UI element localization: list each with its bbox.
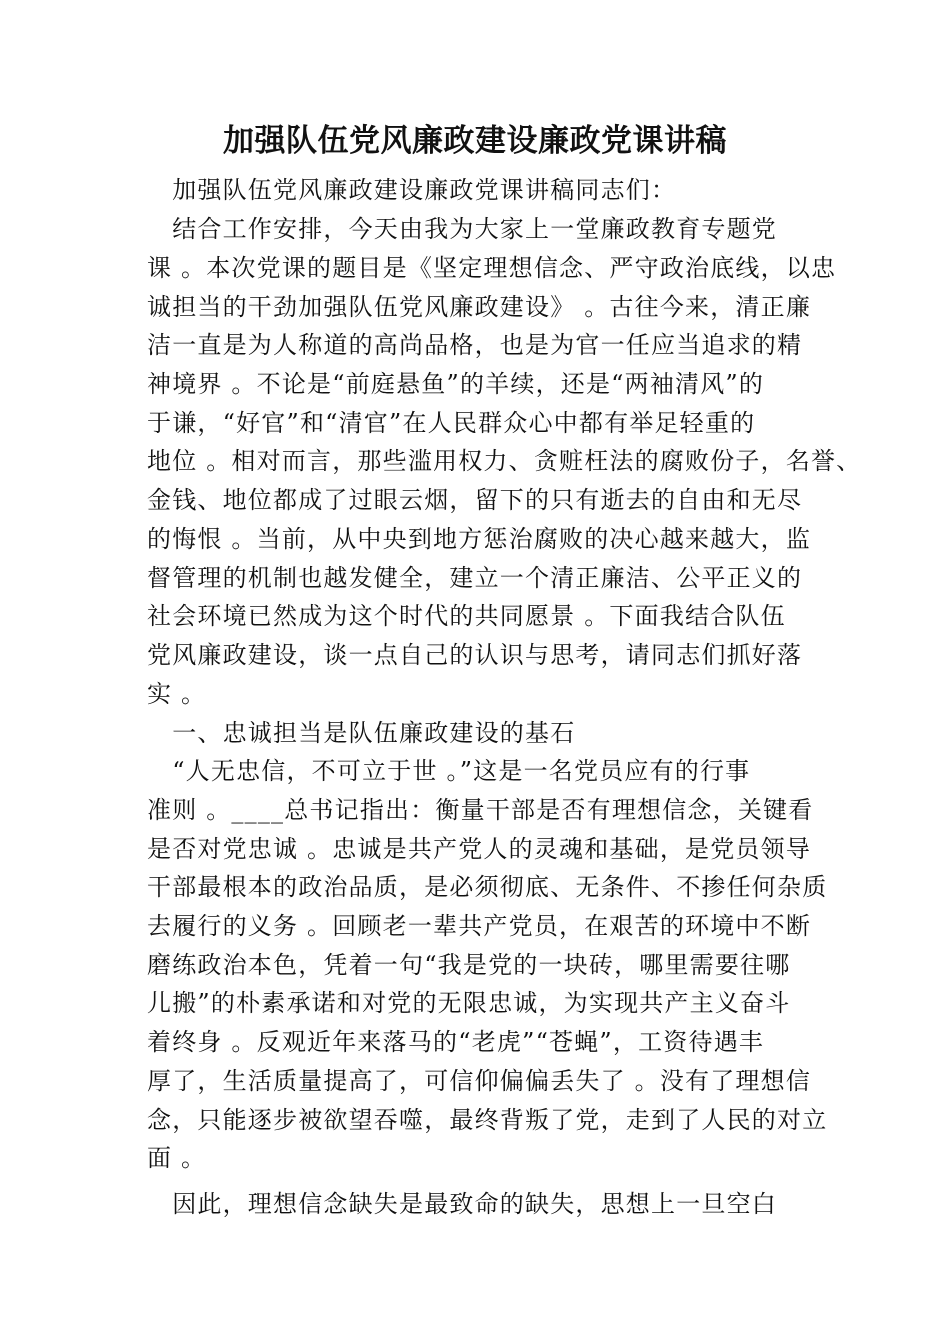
paragraph-line: 干部最根本的政治品质，是必须彻底、无条件、不掺任何杂质 [147, 873, 828, 901]
paragraph-line: 着终身 。反观近年来落马的“老虎”“苍蝇”，工资待遇丰 [147, 1028, 765, 1056]
paragraph-line: 督管理的机制也越发健全，建立一个清正廉洁、公平正义的 [147, 564, 803, 592]
paragraph-line: 结合工作安排，今天由我为大家上一堂廉政教育专题党 [147, 215, 777, 243]
paragraph-line: 磨练政治本色，凭着一句“我是党的一块砖，哪里需要往哪 [147, 951, 791, 979]
paragraph-line: 厚了，生活质量提高了，可信仰偏偏丢失了 。没有了理想信 [147, 1067, 812, 1095]
paragraph-line: 实 。 [147, 680, 207, 708]
paragraph-line: 课 。本次党课的题目是《坚定理想信念、严守政治底线，以忠 [147, 254, 837, 282]
paragraph-line: 去履行的义务 。回顾老一辈共产党员，在艰苦的环境中不断 [147, 912, 812, 940]
paragraph-line: 于谦，“好官”和“清官”在人民群众心中都有举足轻重的 [147, 409, 756, 437]
paragraph-line: 金钱、地位都成了过眼云烟，留下的只有逝去的自由和无尽 [147, 486, 803, 514]
paragraph-line: 地位 。相对而言，那些滥用权力、贪赃枉法的腐败份子，名誉、 [147, 447, 862, 475]
paragraph-line: 因此，理想信念缺失是最致命的缺失，思想上一旦空白 [147, 1190, 777, 1218]
paragraph-line: 念，只能逐步被欲望吞噬，最终背叛了党，走到了人民的对立 [147, 1106, 828, 1134]
paragraph-line: 诚担当的干劲加强队伍党风廉政建设》 。古往今来，清正廉 [147, 293, 812, 321]
document-title: 加强队伍党风廉政建设廉政党课讲稿 [223, 123, 727, 159]
paragraph-line: 的悔恨 。当前，从中央到地方惩治腐败的决心越来越大，监 [147, 525, 812, 553]
paragraph-line: 加强队伍党风廉政建设廉政党课讲稿同志们： [147, 176, 677, 204]
paragraph-line: 面 。 [147, 1144, 207, 1172]
paragraph-line: 社会环境已然成为这个时代的共同愿景 。下面我结合队伍 [147, 602, 786, 630]
paragraph-line: 党风廉政建设，谈一点自己的认识与思考，请同志们抓好落 [147, 641, 803, 669]
paragraph-line: 准则 。____总书记指出：衡量干部是否有理想信念，关键看 [147, 796, 814, 824]
paragraph-line: “人无忠信，不可立于世 。”这是一名党员应有的行事 [147, 757, 751, 785]
section-heading: 一、忠诚担当是队伍廉政建设的基石 [147, 719, 576, 747]
paragraph-line: 儿搬”的朴素承诺和对党的无限忠诚，为实现共产主义奋斗 [147, 989, 791, 1017]
paragraph-line: 神境界 。不论是“前庭悬鱼”的羊续，还是“两袖清风”的 [147, 370, 765, 398]
paragraph-line: 洁一直是为人称道的高尚品格，也是为官一任应当追求的精 [147, 331, 803, 359]
paragraph-line: 是否对党忠诚 。忠诚是共产党人的灵魂和基础，是党员领导 [147, 835, 812, 863]
